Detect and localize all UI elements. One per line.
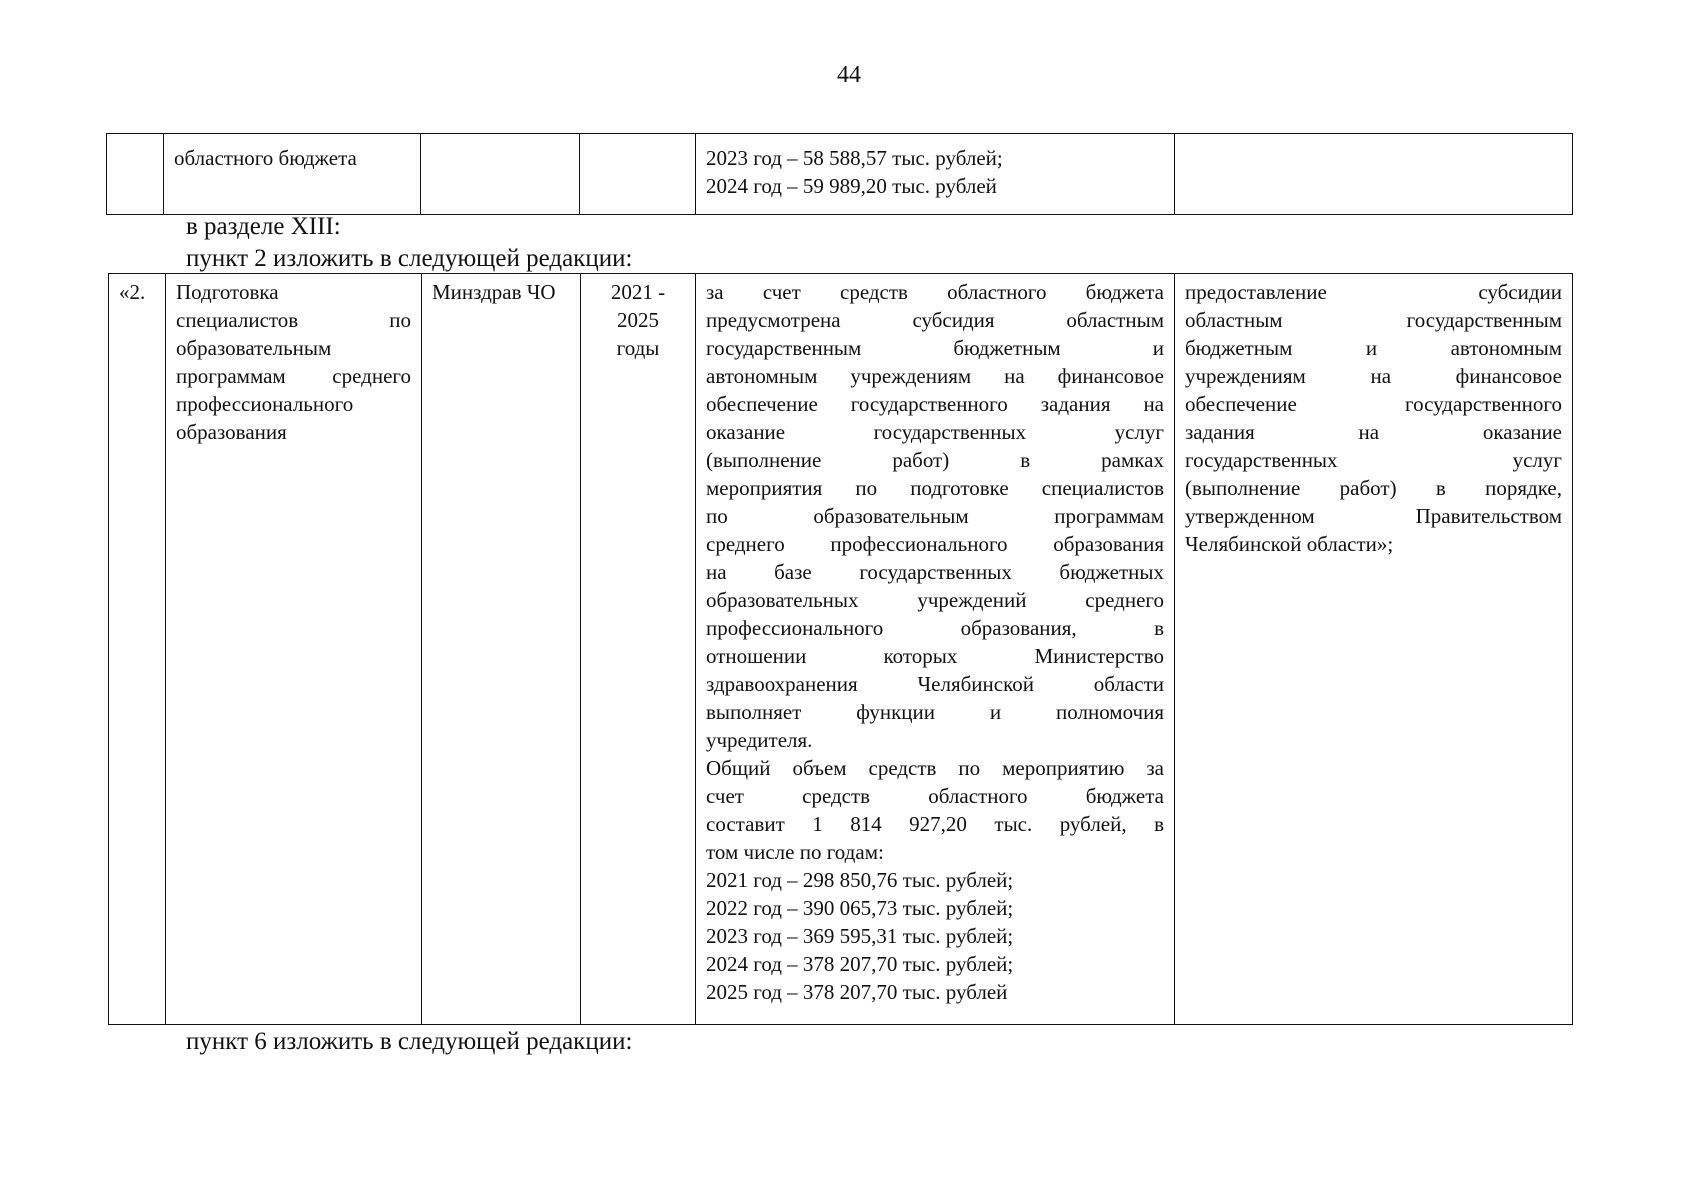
text-line: оказание государственных услуг [706,420,1164,444]
text-line: (выполнение работ) в рамках [706,448,1164,472]
text-word: образования [176,420,287,444]
text-line: среднего профессионального образования [706,532,1164,556]
text-line: обеспечение государственного задания на [706,392,1164,416]
text-line: том числе по годам: [706,840,884,864]
text-word: профессионального [176,392,354,416]
text-line [176,334,411,362]
page-number: 44 [837,62,861,88]
cell-result [1175,134,1573,215]
text-line: задания на оказание [1185,420,1562,444]
cell-executor [421,134,580,215]
cell-number [107,134,164,215]
text-line: по образовательным программам [706,504,1164,528]
cell-name [166,274,422,1025]
text-line: 2021 - [610,280,666,304]
text-word: образовательным [176,336,332,360]
text-line: 2021 год – 298 850,76 тыс. рублей; [706,868,1014,892]
text-line: автономным учреждениям на финансовое [706,364,1164,388]
text-line: 2023 год – 369 595,31 тыс. рублей; [706,924,1014,948]
text-line: мероприятия по подготовке специалистов [706,476,1164,500]
text-line: обеспечение государственного [1185,392,1562,416]
cell-period [580,134,696,215]
text-line: учреждениям на финансовое [1185,364,1562,388]
text-line: государственных услуг [1185,448,1562,472]
text-line: Челябинской области»; [1185,532,1394,556]
text-line: областным государственным [1185,308,1562,332]
cell-name: областного бюджета [164,134,421,215]
text-line: выполняет функции и полномочия [706,700,1164,724]
text-line: 2024 год – 378 207,70 тыс. рублей; [706,952,1014,976]
paragraph-item2: пункт 2 изложить в следующей редакции: [186,245,633,272]
text-line: 2025 год – 378 207,70 тыс. рублей [706,980,1008,1004]
text-line: утвержденном Правительством [1185,504,1562,528]
text-line: 2022 год – 390 065,73 тыс. рублей; [706,896,1014,920]
text-word: специалистов [176,308,299,332]
text-line: на базе государственных бюджетных [706,560,1164,584]
text-word: Подготовка [176,280,279,304]
text-line: за счет средств областного бюджета [706,280,1164,304]
table-row [109,274,1573,1025]
text-line: счет средств областного бюджета [706,784,1164,808]
text-line: составит 1 814 927,20 тыс. рублей, в [706,812,1164,836]
text-line: бюджетным и автономным [1185,336,1562,360]
paragraph-item6: пункт 6 изложить в следующей редакции: [186,1028,633,1055]
cell-period [581,274,696,1025]
text-word: программам [176,364,286,388]
text-line: Общий объем средств по мероприятию за [706,756,1164,780]
text-line: 2023 год – 58 588,57 тыс. рублей; [706,146,1003,170]
table-continuation [106,133,1573,215]
cell-description [696,134,1175,215]
text-line [176,306,411,334]
text-line: предоставление субсидии [1185,280,1562,304]
text-line: 2025 [617,308,659,332]
table-row [107,134,1573,215]
text-line: государственным бюджетным и [706,336,1164,360]
text-line: предусмотрена субсидия областным [706,308,1164,332]
text-word: по [389,308,411,332]
text-line: (выполнение работ) в порядке, [1185,476,1562,500]
text-line: 2024 год – 59 989,20 тыс. рублей [706,174,997,198]
cell-description [696,274,1175,1025]
text-line: годы [616,336,660,360]
cell-executor: Минздрав ЧО [422,274,581,1025]
text-line [176,390,411,418]
text-line: профессионального образования, в [706,616,1164,640]
cell-result [1175,274,1573,1025]
paragraph-section: в разделе XIII: [186,213,341,240]
text-line: отношении которых Министерство [706,644,1164,668]
cell-number: «2. [109,274,166,1025]
text-line [176,278,411,306]
text-line: здравоохранения Челябинской области [706,672,1164,696]
text-line [176,418,411,446]
text-word: среднего [332,364,411,388]
text-line: учредителя. [706,728,813,752]
text-line [176,362,411,390]
text-line: образовательных учреждений среднего [706,588,1164,612]
table-item2 [108,273,1573,1025]
